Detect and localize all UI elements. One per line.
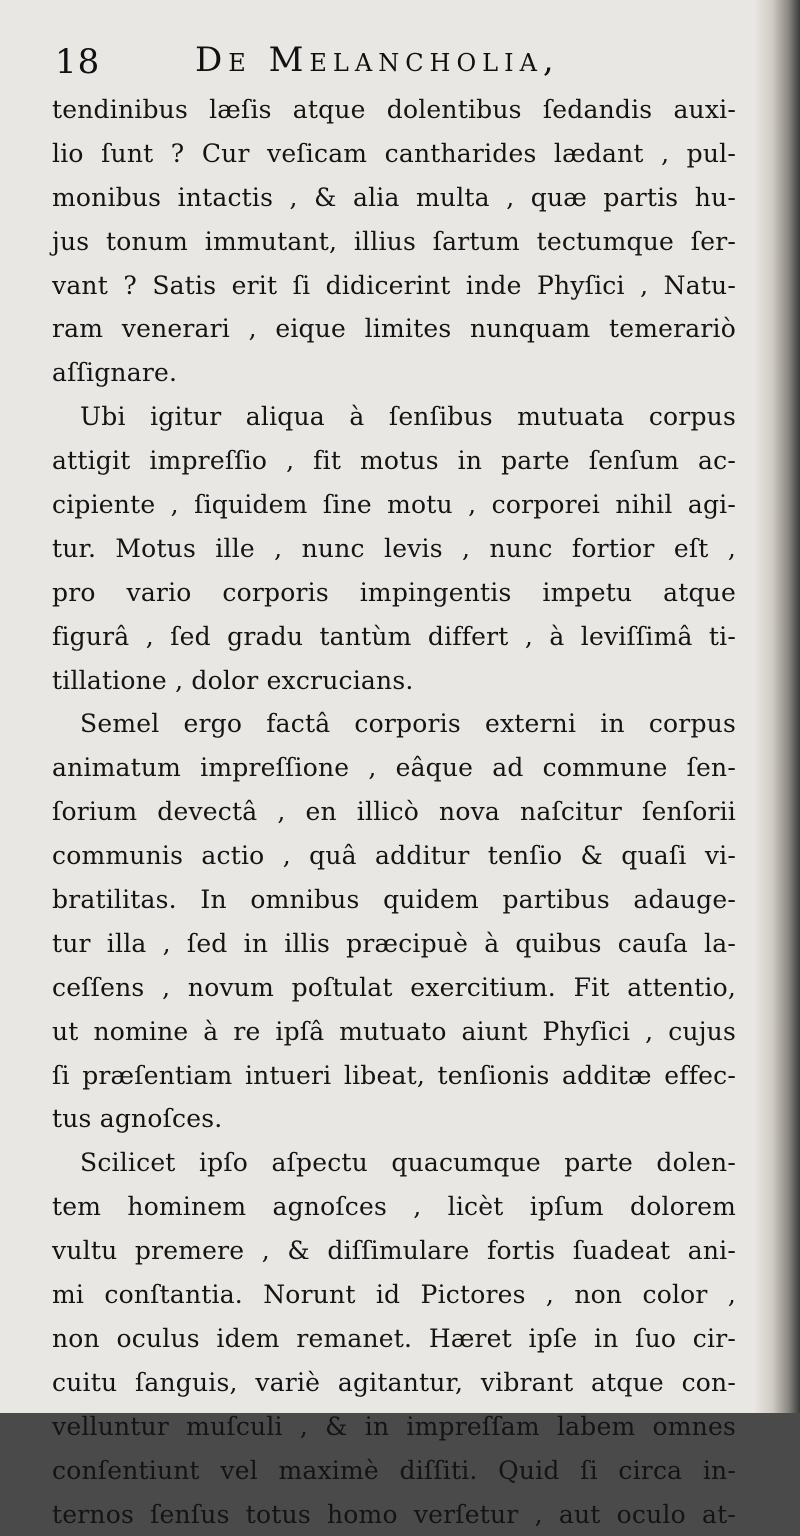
text-line: tur illa , ſed in illis præcipuè à quibus cauſa la- [52, 922, 736, 966]
text-line: conſentiunt vel maximè diſſiti. Quid ſi circa in- [52, 1449, 736, 1493]
page-number: 18 [55, 42, 100, 82]
text-line: ceſſens , novum poſtulat exercitium. Fit attentio, [52, 966, 736, 1010]
text-line: figurâ , ſed gradu tantùm differt , à leviſſimâ ti- [52, 615, 736, 659]
text-line: vultu premere , & diſſimulare fortis ſuadeat ani- [52, 1229, 736, 1273]
text-line: ternos ſenſus totus homo verſetur , aut oculo at- [52, 1493, 736, 1536]
text-line: ram venerari , eique limites nunquam temerariò [52, 307, 736, 351]
text-line: lio ſunt ? Cur veſicam cantharides lædant , pul- [52, 132, 736, 176]
text-line: cuitu ſanguis, variè agitantur, vibrant atque con- [52, 1361, 736, 1405]
text-line: velluntur muſculi , & in impreſſam labem omnes [52, 1405, 736, 1449]
running-head: De Melancholia, [195, 40, 560, 80]
text-line: tur. Motus ille , nunc levis , nunc fortior eſt , [52, 527, 736, 571]
text-line: tendinibus læſis atque dolentibus ſedandis auxi- [52, 88, 736, 132]
text-line: tus agnoſces. [52, 1097, 736, 1141]
text-line: vant ? Satis erit ſi didicerint inde Phyſici , Natu- [52, 264, 736, 308]
body-text [52, 88, 736, 1536]
text-line: Semel ergo factâ corporis externi in corpus [52, 702, 736, 746]
text-line: communis actio , quâ additur tenſio & quaſi vi- [52, 834, 736, 878]
text-line: Ubi igitur aliqua à ſenſibus mutuata corpus [52, 395, 736, 439]
text-line: attigit impreſſio , fit motus in parte ſenſum ac- [52, 439, 736, 483]
text-line: monibus intactis , & alia multa , quæ partis hu- [52, 176, 736, 220]
text-line: ut nomine à re ipſâ mutuato aiunt Phyſici , cujus [52, 1010, 736, 1054]
text-line: mi conſtantia. Norunt id Pictores , non color , [52, 1273, 736, 1317]
text-line: ſorium devectâ , en illicò nova naſcitur ſenſorii [52, 790, 736, 834]
text-line: bratilitas. In omnibus quidem partibus adauge- [52, 878, 736, 922]
text-line: tillatione , dolor excrucians. [52, 659, 736, 703]
text-line: aſſignare. [52, 351, 736, 395]
text-line: non oculus idem remanet. Hæret ipſe in ſuo cir- [52, 1317, 736, 1361]
text-line: pro vario corporis impingentis impetu atque [52, 571, 736, 615]
text-line: ſi præſentiam intueri libeat, tenſionis additæ effec- [52, 1054, 736, 1098]
page-header [55, 40, 735, 90]
text-line: animatum impreſſione , eâque ad commune ſen- [52, 746, 736, 790]
page-gutter-shadow [754, 0, 800, 1413]
text-line: Scilicet ipſo aſpectu quacumque parte dolen- [52, 1141, 736, 1185]
text-line: jus tonum immutant, illius ſartum tectumque ſer- [52, 220, 736, 264]
text-line: tem hominem agnoſces , licèt ipſum dolorem [52, 1185, 736, 1229]
text-line: cipiente , ſiquidem ſine motu , corporei nihil agi- [52, 483, 736, 527]
